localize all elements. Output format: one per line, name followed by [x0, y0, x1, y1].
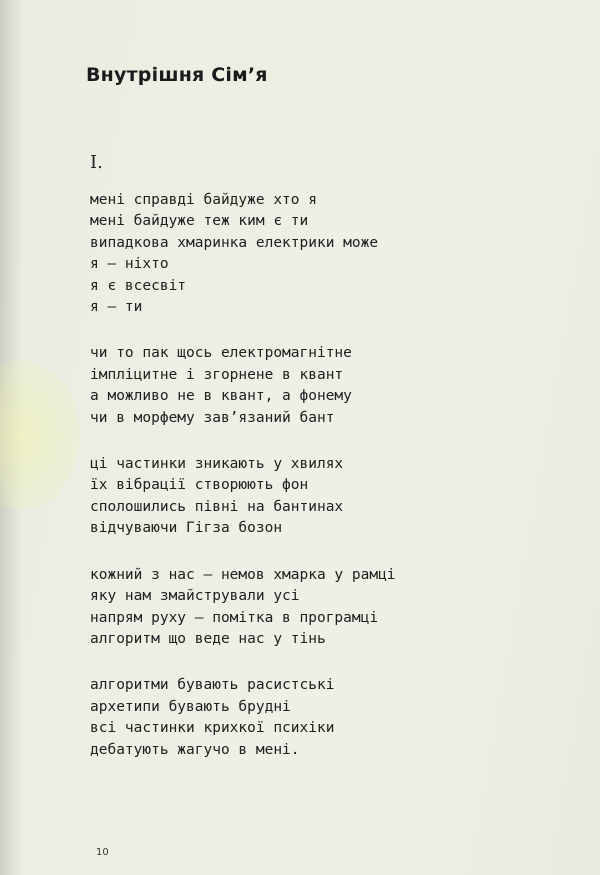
poem-line: а можливо не в квант, а фонему	[90, 388, 352, 405]
poem-line: яку нам змайстрували усі	[90, 588, 300, 605]
section-number: I.	[90, 152, 103, 173]
stanza	[90, 454, 550, 540]
poem-line: я — ніхто	[90, 256, 169, 273]
poem-title: Внутрішня Сім’я	[86, 64, 268, 86]
poem-line: чи в морфему зав’язаний бант	[90, 409, 335, 426]
stanza	[90, 343, 550, 429]
poem-body	[90, 190, 550, 786]
poem-line: випадкова хмаринка електрики може	[90, 234, 379, 251]
poem-line: імпліцитне і згорнене в квант	[90, 366, 344, 383]
stanza	[90, 565, 550, 651]
stanza	[90, 675, 550, 761]
poem-line: їх вібрації створюють фон	[90, 477, 309, 494]
poem-line: алгоритми бувають расистські	[90, 677, 335, 694]
poem-line: мені байдуже теж ким є ти	[90, 213, 309, 230]
poem-line: дебатують жагучо в мені.	[90, 741, 300, 758]
poem-line: я — ти	[90, 299, 143, 316]
poem-line: архетипи бувають брудні	[90, 698, 291, 715]
poem-line: алгоритм що веде нас у тінь	[90, 630, 326, 647]
poem-line: чи то пак щось електромагнітне	[90, 345, 352, 362]
poem-line: напрям руху — помітка в програмці	[90, 609, 379, 626]
stanza	[90, 190, 550, 318]
poem-line: всі частинки крихкої психіки	[90, 720, 335, 737]
poem-line: я є всесвіт	[90, 277, 187, 294]
light-glare	[0, 360, 80, 510]
poem-line: мені справді байдуже хто я	[90, 192, 317, 208]
poem-line: сполошились півні на бантинах	[90, 498, 344, 515]
poem-line: кожний з нас — немов хмарка у рамці	[90, 566, 396, 583]
poem-line: відчуваючи Гігза бозон	[90, 520, 283, 537]
poem-line: ці частинки зникають у хвилях	[90, 456, 344, 473]
page-number: 10	[96, 847, 109, 858]
